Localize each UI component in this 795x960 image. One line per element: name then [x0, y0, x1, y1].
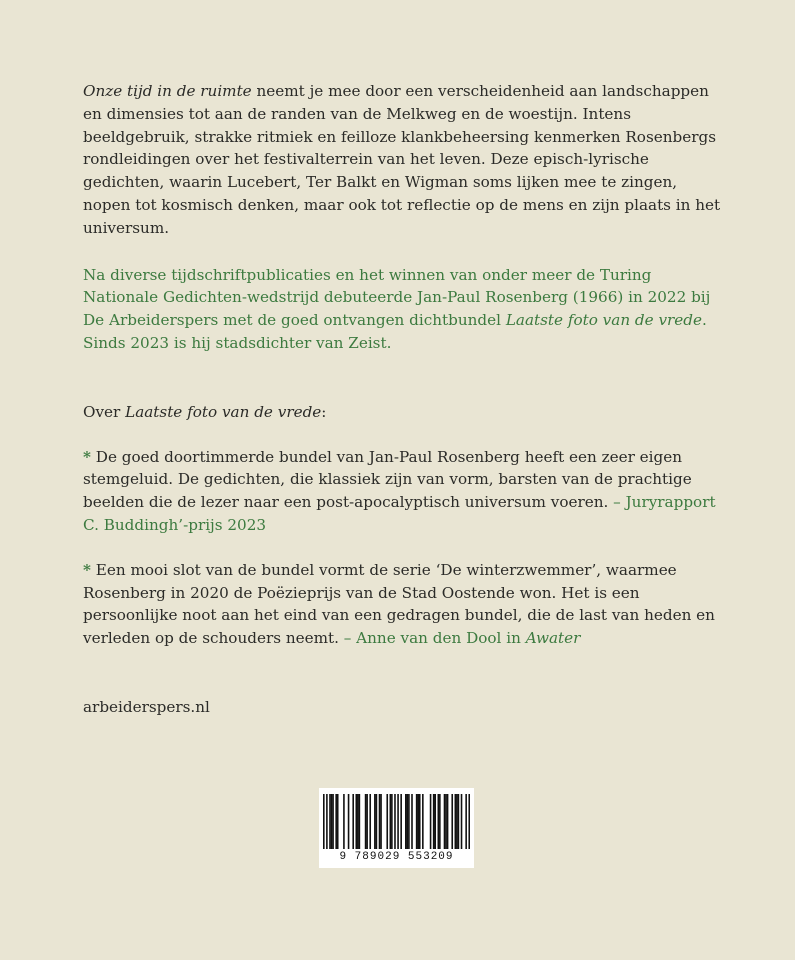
barcode-bar [326, 794, 328, 849]
quote-text: De goed doortimmerde bundel van Jan-Paul Rosenberg heeft een zeer eigen stemgeluid. De gedichten, die klassiek zijn van vorm, barsten van de prachtige beelden die de lezer naar een post-apocalyptisch universum voeren. [83, 447, 692, 512]
over-title: Laatste foto van de vrede [125, 402, 322, 421]
barcode-bar [405, 794, 407, 849]
intro-text: neemt je mee door een verscheidenheid aan landschappen en dimensies tot aan de randen van de Melkweg en de woestijn. Intens beeldgebruik, strakke ritmiek en feilloze klankbeheersing kenmerken Rosenbergs rondleidingen over het festivalterrein van het leven. Deze episch-lyrische gedichten, waarin Lucebert, Ter Balkt en Wigman soms lijken mee te zingen, nopen tot kosmisch denken, maar ook tot reflectie op de mens en zijn plaats in het universum. [83, 82, 721, 237]
bio-paragraph [83, 264, 723, 355]
isbn-number: 9 789029 553209 [339, 851, 454, 863]
barcode-bar [407, 794, 409, 849]
barcode-bar [355, 794, 357, 849]
barcode-bar [379, 794, 381, 849]
barcode-bar [352, 794, 354, 849]
barcode-bar [408, 794, 410, 849]
barcode-bar [416, 794, 418, 849]
barcode-bar [456, 794, 458, 849]
barcode-bar [433, 794, 435, 849]
barcode-bar [357, 794, 359, 849]
barcode-bar [422, 794, 424, 849]
barcode-bar [343, 794, 345, 849]
over-heading [83, 401, 723, 424]
barcode-bar [411, 794, 413, 849]
barcode-bar [365, 794, 367, 849]
barcode-bar [380, 794, 382, 849]
barcode-bar [332, 794, 334, 849]
barcode-bar [359, 794, 361, 849]
barcode-bar [465, 794, 467, 849]
barcode-bar [461, 794, 463, 849]
barcode-bar [444, 794, 446, 849]
barcode-bar [455, 794, 457, 849]
publisher-website: arbeiderspers.nl [83, 697, 210, 716]
barcode-bar [323, 794, 325, 849]
quote-2 [83, 559, 723, 650]
barcode-bar [438, 794, 440, 849]
barcode-bar [468, 794, 470, 849]
barcode-bar [447, 794, 449, 849]
barcode-bar [391, 794, 393, 849]
barcode-bar [439, 794, 441, 849]
quote-1 [83, 446, 723, 537]
barcode-bar [394, 794, 396, 849]
quote-source-magazine: Awater [525, 629, 581, 648]
barcode-bar [430, 794, 432, 849]
barcode-bar [451, 794, 453, 849]
barcode-bar [331, 794, 333, 849]
barcode-bar [434, 794, 436, 849]
barcode-bar [348, 794, 350, 849]
barcode-bar [366, 794, 368, 849]
quote-text: Een mooi slot van de bundel vormt de serie ‘De winterzwemmer’, waarmee Rosenberg in 2020 de Poëzieprijs van de Stad Oostende won. Het is een persoonlijke noot aan het eind van een gedragen bundel, die de last van heden en verleden op de schouders neemt. [83, 560, 715, 648]
barcode-bar [376, 794, 378, 849]
barcode-bar [458, 794, 460, 849]
bio-text-after: . Sinds 2023 is hij stadsdichter van Zeist. [83, 311, 707, 352]
over-prefix: Over [83, 402, 126, 421]
barcode-bar [386, 794, 388, 849]
barcode-bars-icon [323, 794, 470, 849]
barcode-bar [417, 794, 419, 849]
quote-star-icon: * [83, 560, 91, 579]
quote-source: – Juryrapport C. Buddingh’-prijs 2023 [83, 493, 716, 534]
barcode-bar [397, 794, 399, 849]
intro-paragraph [83, 80, 723, 240]
isbn-barcode [319, 788, 474, 868]
book-title: Onze tijd in de ruimte [83, 82, 252, 100]
quote-source: – Anne van den Dool in [343, 629, 526, 648]
bio-text-before: Na diverse tijdschriftpublicaties en het winnen van onder meer de Turing Nationale Gedichten-wedstrijd debuteerde Jan-Paul Rosenberg (1966) in 2022 bij De Arbeiderspers met de goed ontvangen dichtbundel [83, 265, 711, 330]
barcode-bar [374, 794, 376, 849]
back-cover-text [83, 80, 723, 719]
barcode-bar [335, 794, 337, 849]
barcode-bar [337, 794, 339, 849]
over-suffix: : [321, 402, 327, 421]
barcode-bar [445, 794, 447, 849]
barcode-bar [329, 794, 331, 849]
quote-star-icon: * [83, 447, 91, 466]
barcode-bar [400, 794, 402, 849]
barcode-bar [369, 794, 371, 849]
barcode-bar [390, 794, 392, 849]
debut-title: Laatste foto van de vrede [505, 311, 702, 330]
barcode-bar [419, 794, 421, 849]
